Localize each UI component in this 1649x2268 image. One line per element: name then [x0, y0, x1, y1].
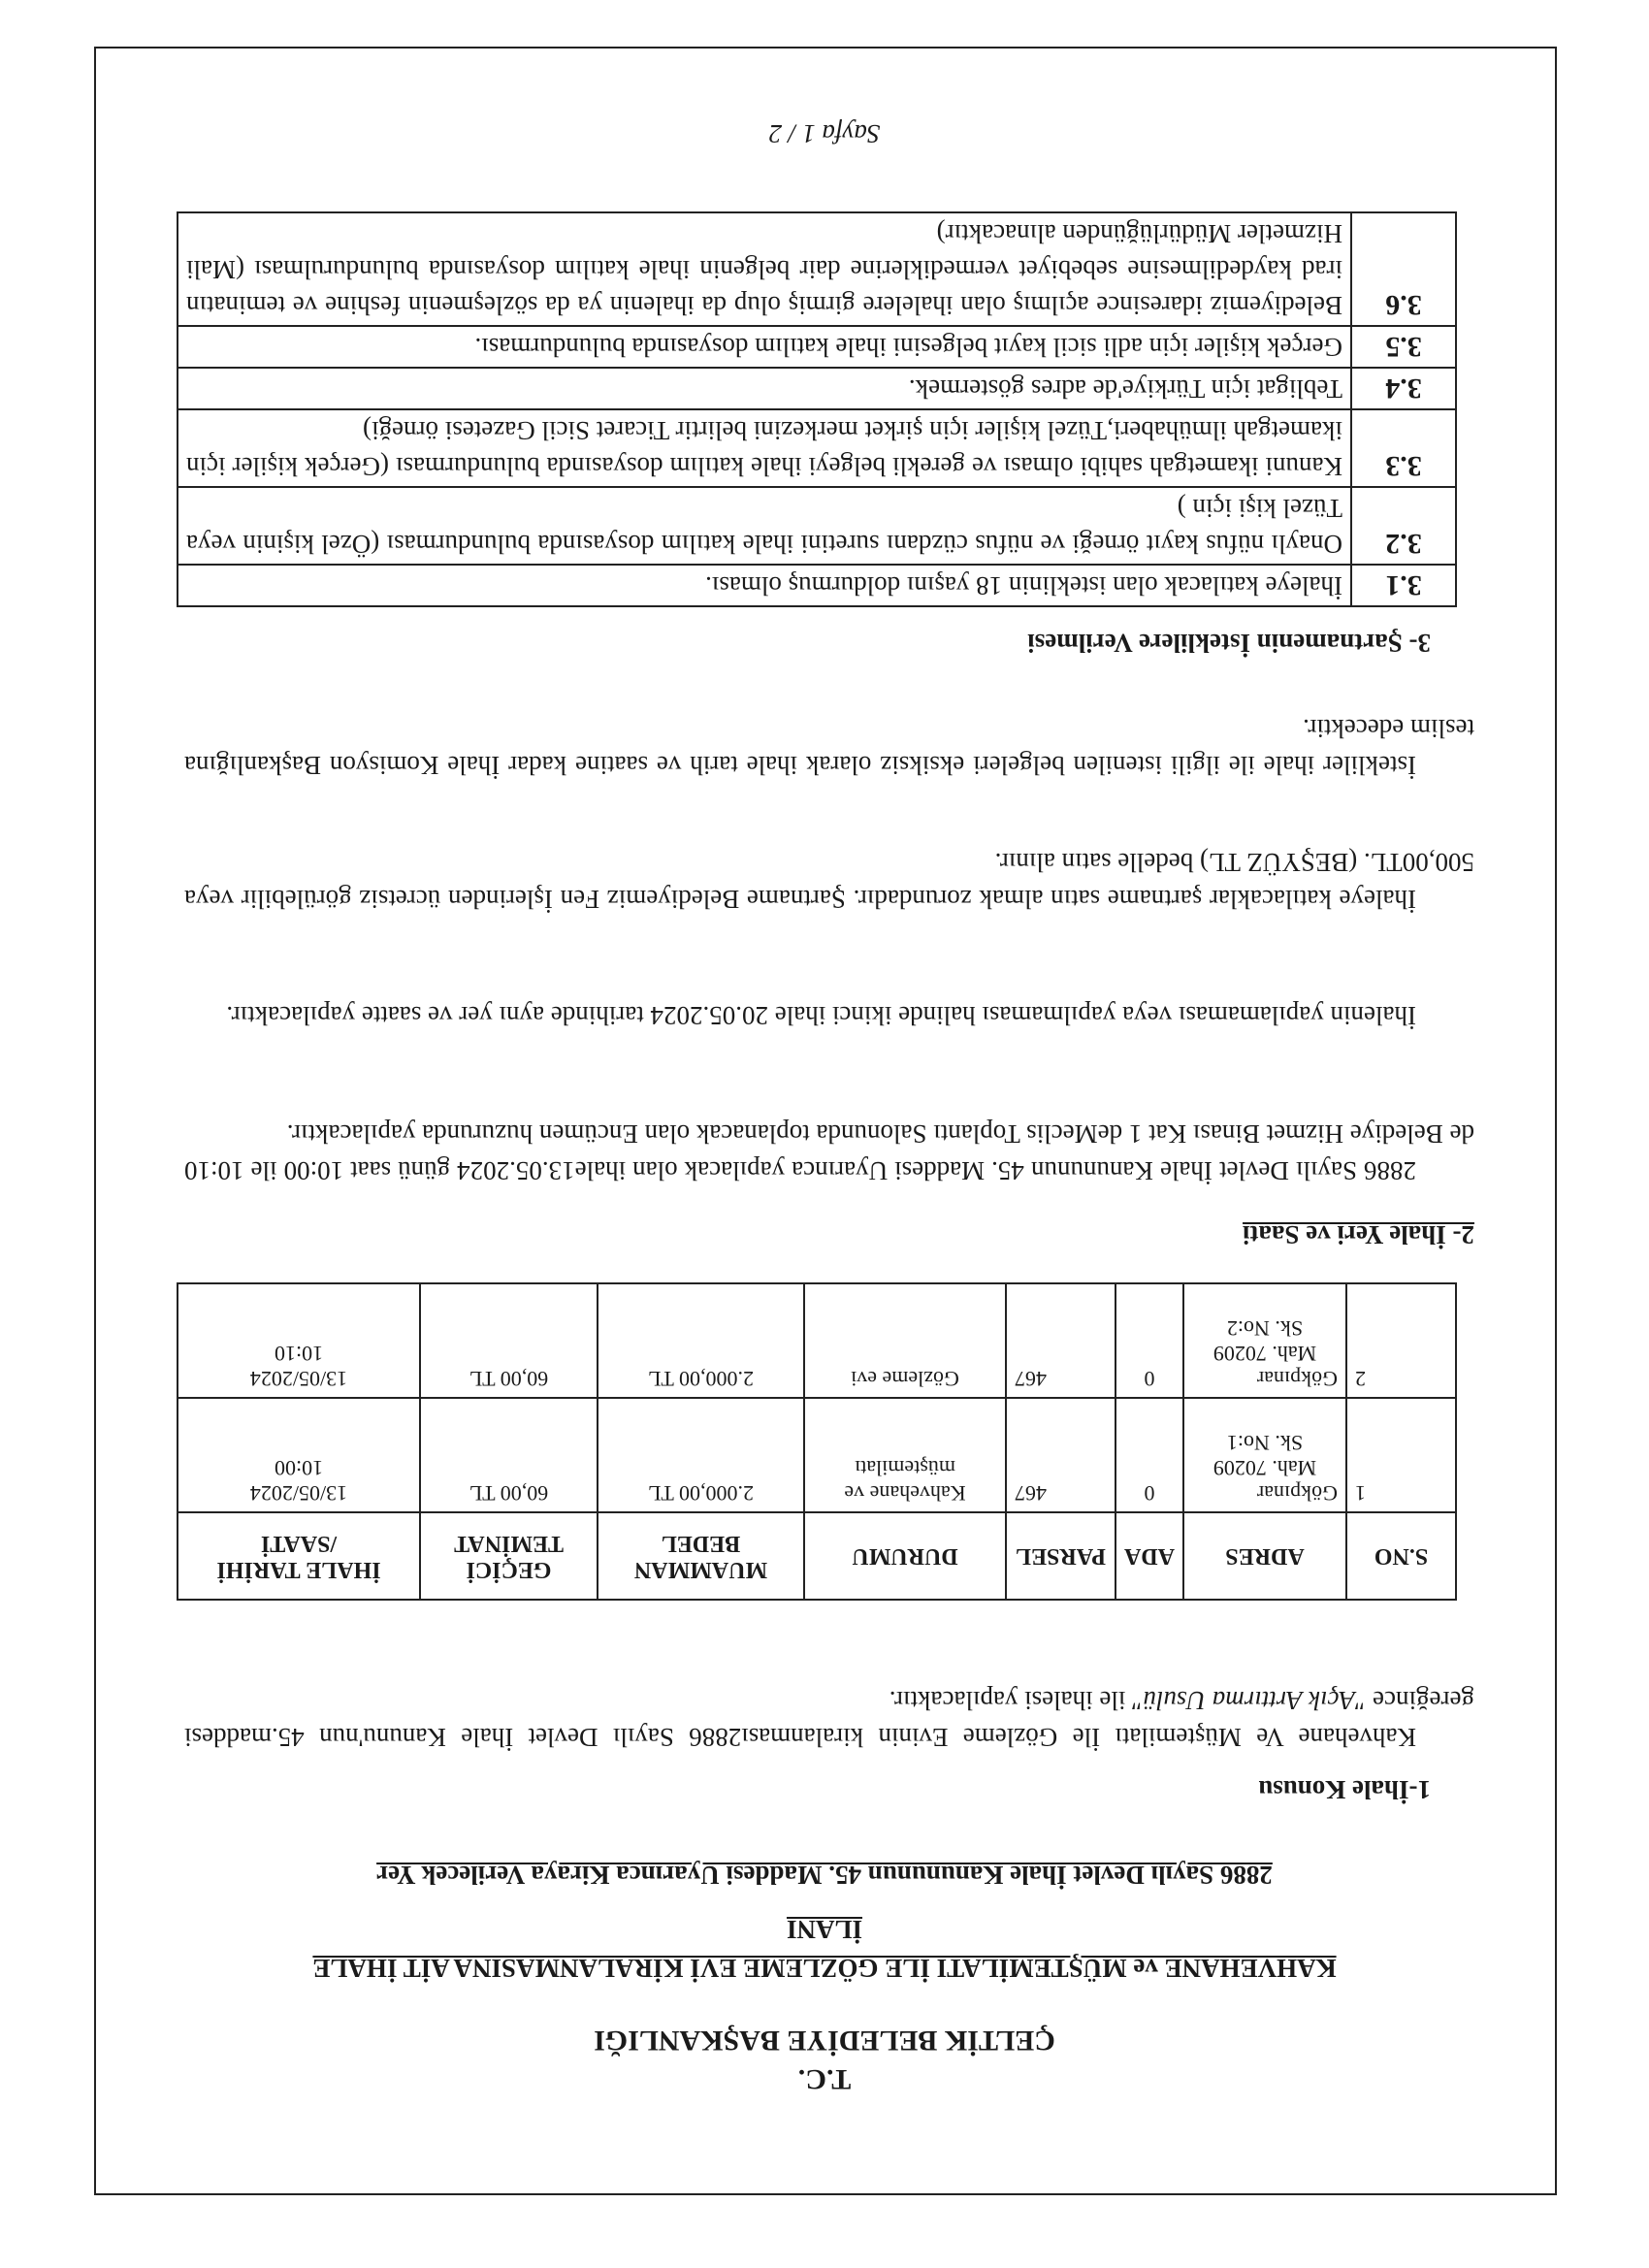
requirement-row — [178, 368, 1456, 409]
cell-ada: 0 — [1116, 1283, 1183, 1398]
section1-text: Kahvehane Ve Müştemilatı İle Gözleme Evinin kiralanması2886 Sayılı Devlet İhale Kanunu'nun 45.maddesi gereğince "Açık Arttırma Usulü" ile ihalesi yapılacaktır. — [184, 1686, 1474, 1752]
requirement-row — [178, 565, 1456, 606]
section3-title: 3- Şartnamenin İsteklilere Verilmesi — [1027, 629, 1431, 658]
cell-no: 1 — [1346, 1398, 1456, 1512]
section2-title: 2- İhale Yeri ve Saati — [1243, 1220, 1474, 1249]
table-row — [178, 1398, 1456, 1512]
cell-tarih: 13/05/2024 10:00 — [178, 1398, 420, 1512]
cell-durumu: Kahvehane ve müştemilatı — [804, 1398, 1006, 1512]
table-row — [178, 1283, 1456, 1398]
requirement-row — [178, 212, 1456, 326]
header-durumu: DURUMU — [804, 1512, 1006, 1600]
section2-paragraph-3: İhaleye katılacaklar şartname satın almak zorundadır. Şartname Belediyemiz Fen İşlerinden ücretsiz görülebilir veya 500,00TL. (BEŞYÜZ TL) bedelle satın alınır. — [184, 848, 1474, 914]
cell-adres: Gökpınar Mah. 70209 Sk. No:1 — [1183, 1398, 1346, 1512]
header-law-reference: 2886 Sayılı Devlet İhale Kanununun 45. Maddesi Uyarınca Kiraya Verilecek Yer — [376, 1861, 1273, 1890]
requirement-number: 3.1 — [1351, 565, 1456, 606]
tender-table-header — [178, 1512, 1456, 1600]
cell-teminat: 60,00 TL — [420, 1398, 598, 1512]
requirement-number: 3.6 — [1351, 212, 1456, 326]
requirement-number: 3.3 — [1351, 409, 1456, 487]
requirement-text: Kanuni ikametgah sahibi olması ve gerekli belgeyi ihale katılım dosyasında bulundurması (Gerçek kişiler için ikametgah ilmühaberi,Tüzel kişiler için şirket merkezini belirtir Ticaret Sicil Gazetesi örneği) — [178, 409, 1351, 487]
requirement-number: 3.4 — [1351, 368, 1456, 409]
requirement-text: Belediyemiz idaresince açılmış olan ihalelere girmiş olup da ihalenin ya da sözleşmenin feshine ve teminatın irad kaydedilmesine sebebiyet vermediklerine dair belgenin ihale katılım dosyasında bulundurulması (Mali Hizmetler Müdürlüğünden alınacaktır) — [178, 212, 1351, 326]
cell-parsel: 467 — [1006, 1398, 1116, 1512]
requirement-row — [178, 487, 1456, 565]
section2-paragraph-1: 2886 Sayılı Devlet İhale Kanununun 45. Maddesi Uyarınca yapılacak olan ihale13.05.2024 günü saat 10:00 ile 10:10 de Belediye Hizmet Binası Kat 1 deMeclis Toplantı Salonunda toplanacak olan Encümen huzurunda yapılacaktır. — [184, 1119, 1474, 1185]
requirement-row — [178, 326, 1456, 368]
requirement-number: 3.2 — [1351, 487, 1456, 565]
header-municipality: ÇELTİK BELEDİYE BAŞKANLIĞI — [594, 2025, 1055, 2057]
requirement-number: 3.5 — [1351, 326, 1456, 368]
cell-ada: 0 — [1116, 1398, 1183, 1512]
page-number: Sayfa 1 / 2 — [768, 119, 881, 148]
tender-table — [177, 1282, 1457, 1601]
header-muamman-bedel: MUAMMAN BEDEL — [598, 1512, 804, 1600]
requirement-text: Onaylı nüfus kayıt örneği ve nüfus cüzdanı suretini ihale katılım dosyasında bulundurması (Özel kişinin veya Tüzel kişi için ) — [178, 487, 1351, 565]
cell-adres: Gökpınar Mah. 70209 Sk. No:2 — [1183, 1283, 1346, 1398]
cell-bedel: 2.000,00 TL — [598, 1398, 804, 1512]
cell-durumu: Gözleme evi — [804, 1283, 1006, 1398]
header-announcement-subtitle: İLANI — [786, 1915, 863, 1944]
header-announcement-title: KAHVEHANE ve MÜŞTEMİLATI İLE GÖZLEME EVİ KİRALANMASINA AİT İHALE — [312, 1954, 1337, 1983]
cell-parsel: 467 — [1006, 1283, 1116, 1398]
header-parsel: PARSEL — [1006, 1512, 1116, 1600]
cell-teminat: 60,00 TL — [420, 1283, 598, 1398]
requirements-table — [177, 211, 1457, 607]
requirement-row — [178, 409, 1456, 487]
cell-no: 2 — [1346, 1283, 1456, 1398]
section2-paragraph-4: İstekliler ihale ile ilgili istenilen belgeleri eksiksiz olarak ihale tarih ve saatine kadar İhale Komisyon Başkanlığına teslim edecektir. — [184, 714, 1474, 780]
cell-bedel: 2.000,00 TL — [598, 1283, 804, 1398]
header-ihale-tarihi: İHALE TARİHİ /SAATİ — [178, 1512, 420, 1600]
requirement-text: Tebligat için Türkiye'de adres göstermek. — [178, 368, 1351, 409]
requirement-text: Gerçek kişiler için adli sicil kayıt belgesini ihale katılım dosyasında bulundurması. — [178, 326, 1351, 368]
header-tc: T.C. — [797, 2063, 852, 2095]
section1-title: 1-İhale Konusu — [1258, 1775, 1431, 1804]
header-gecici-teminat: GEÇİCİ TEMİNAT — [420, 1512, 598, 1600]
header-ada: ADA — [1116, 1512, 1183, 1600]
cell-tarih: 13/05/2024 10:10 — [178, 1283, 420, 1398]
section2-paragraph-2: İhalenin yapılamaması veya yapılmaması halinde ikinci ihale 20.05.2024 tarihinde aynı yer ve saatte yapılacaktır. — [226, 1001, 1416, 1030]
header-adres: ADRES — [1183, 1512, 1346, 1600]
header-sno: S.NO — [1346, 1512, 1456, 1600]
requirement-text: İhaleye katılacak olan isteklinin 18 yaşını doldurmuş olması. — [178, 565, 1351, 606]
